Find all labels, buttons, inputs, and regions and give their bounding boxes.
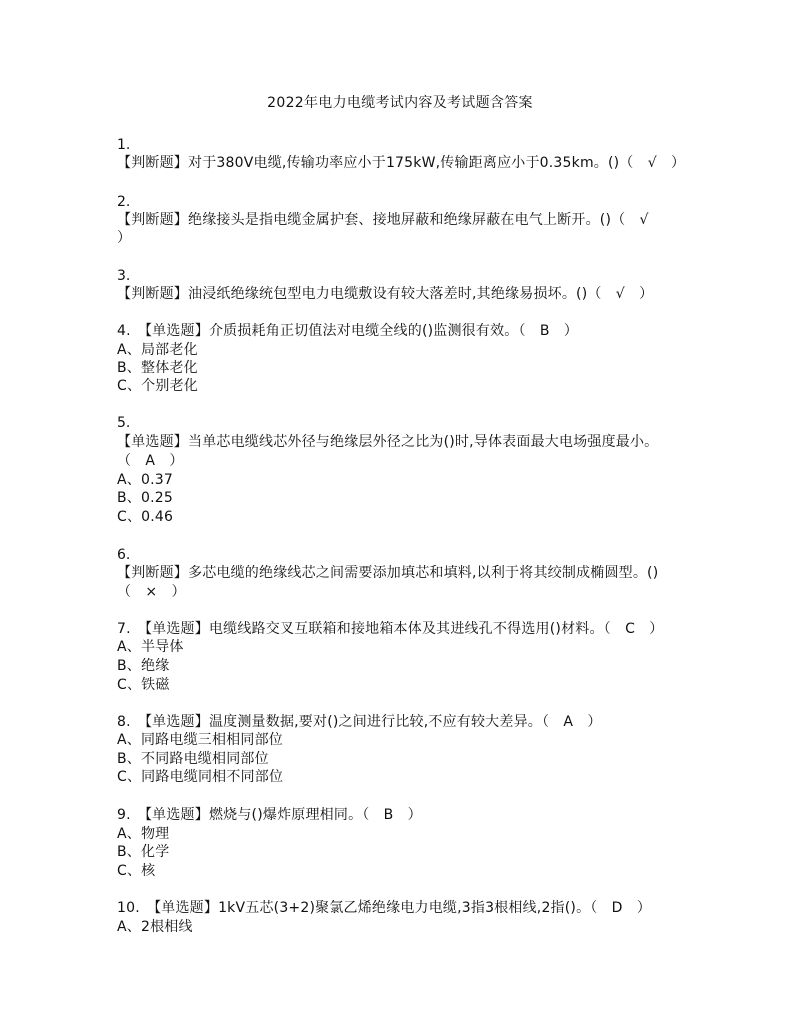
question-7-option-b: B、绝缘 [117, 658, 170, 674]
question-2-text-cont: ） [117, 230, 132, 246]
question-9-text: 9. 【单选题】燃烧与()爆炸原理相同。（ B ） [117, 807, 422, 823]
document-title: 2022年电力电缆考试内容及考试题含答案 [267, 95, 533, 111]
question-2-text: 【判断题】绝缘接头是指电缆金属护套、接地屏蔽和绝缘屏蔽在电气上断开。()（ √ [117, 212, 649, 228]
question-4-text: 4. 【单选题】介质损耗角正切值法对电缆全线的()监测很有效。（ B ） [117, 323, 579, 339]
question-8-text: 8. 【单选题】温度测量数据,要对()之间进行比较,不应有较大差异。（ A ） [117, 714, 602, 730]
question-5-number: 5. [117, 415, 131, 431]
question-1-text: 【判断题】对于380V电缆,传输功率应小于175kW,传输距离应小于0.35km。()（ √ ） [117, 155, 686, 171]
question-4-option-a: A、局部老化 [117, 342, 198, 358]
question-2-number: 2. [117, 194, 131, 210]
question-3-number: 3. [117, 268, 131, 284]
question-7-option-c: C、铁磁 [117, 677, 170, 693]
question-1-number: 1. [117, 137, 131, 153]
question-8-option-c: C、同路电缆同相不同部位 [117, 769, 284, 785]
question-5-text: 【单选题】当单芯电缆线芯外径与绝缘层外径之比为()时,导体表面最大电场强度最小。 [117, 434, 659, 450]
question-4-option-b: B、整体老化 [117, 360, 198, 376]
question-4-option-c: C、个别老化 [117, 378, 198, 394]
question-7-text: 7. 【单选题】电缆线路交叉互联箱和接地箱本体及其进线孔不得选用()材料。（ C ） [117, 621, 664, 637]
question-5-option-a: A、0.37 [117, 472, 173, 488]
question-8-option-b: B、不同路电缆相同部位 [117, 751, 269, 767]
question-7-option-a: A、半导体 [117, 639, 184, 655]
question-10-option-a: A、2根相线 [117, 919, 193, 935]
question-5-text-cont: （ A ） [117, 453, 184, 469]
question-5-option-b: B、0.25 [117, 490, 173, 506]
question-6-text-cont: （ × ） [117, 584, 186, 600]
question-6-text: 【判断题】多芯电缆的绝缘线芯之间需要添加填芯和填料,以利于将其绞制成椭圆型。() [117, 565, 659, 581]
question-5-option-c: C、0.46 [117, 509, 174, 525]
question-9-option-c: C、核 [117, 863, 156, 879]
question-3-text: 【判断题】油浸纸绝缘统包型电力电缆敷设有较大落差时,其绝缘易损坏。()（ √ ） [117, 286, 654, 302]
question-6-number: 6. [117, 547, 131, 563]
question-9-option-a: A、物理 [117, 826, 170, 842]
question-9-option-b: B、化学 [117, 844, 170, 860]
question-10-text: 10. 【单选题】1kV五芯(3+2)聚氯乙烯绝缘电力电缆,3指3根相线,2指()。（ D ） [117, 900, 652, 916]
question-8-option-a: A、同路电缆三相相同部位 [117, 732, 283, 748]
